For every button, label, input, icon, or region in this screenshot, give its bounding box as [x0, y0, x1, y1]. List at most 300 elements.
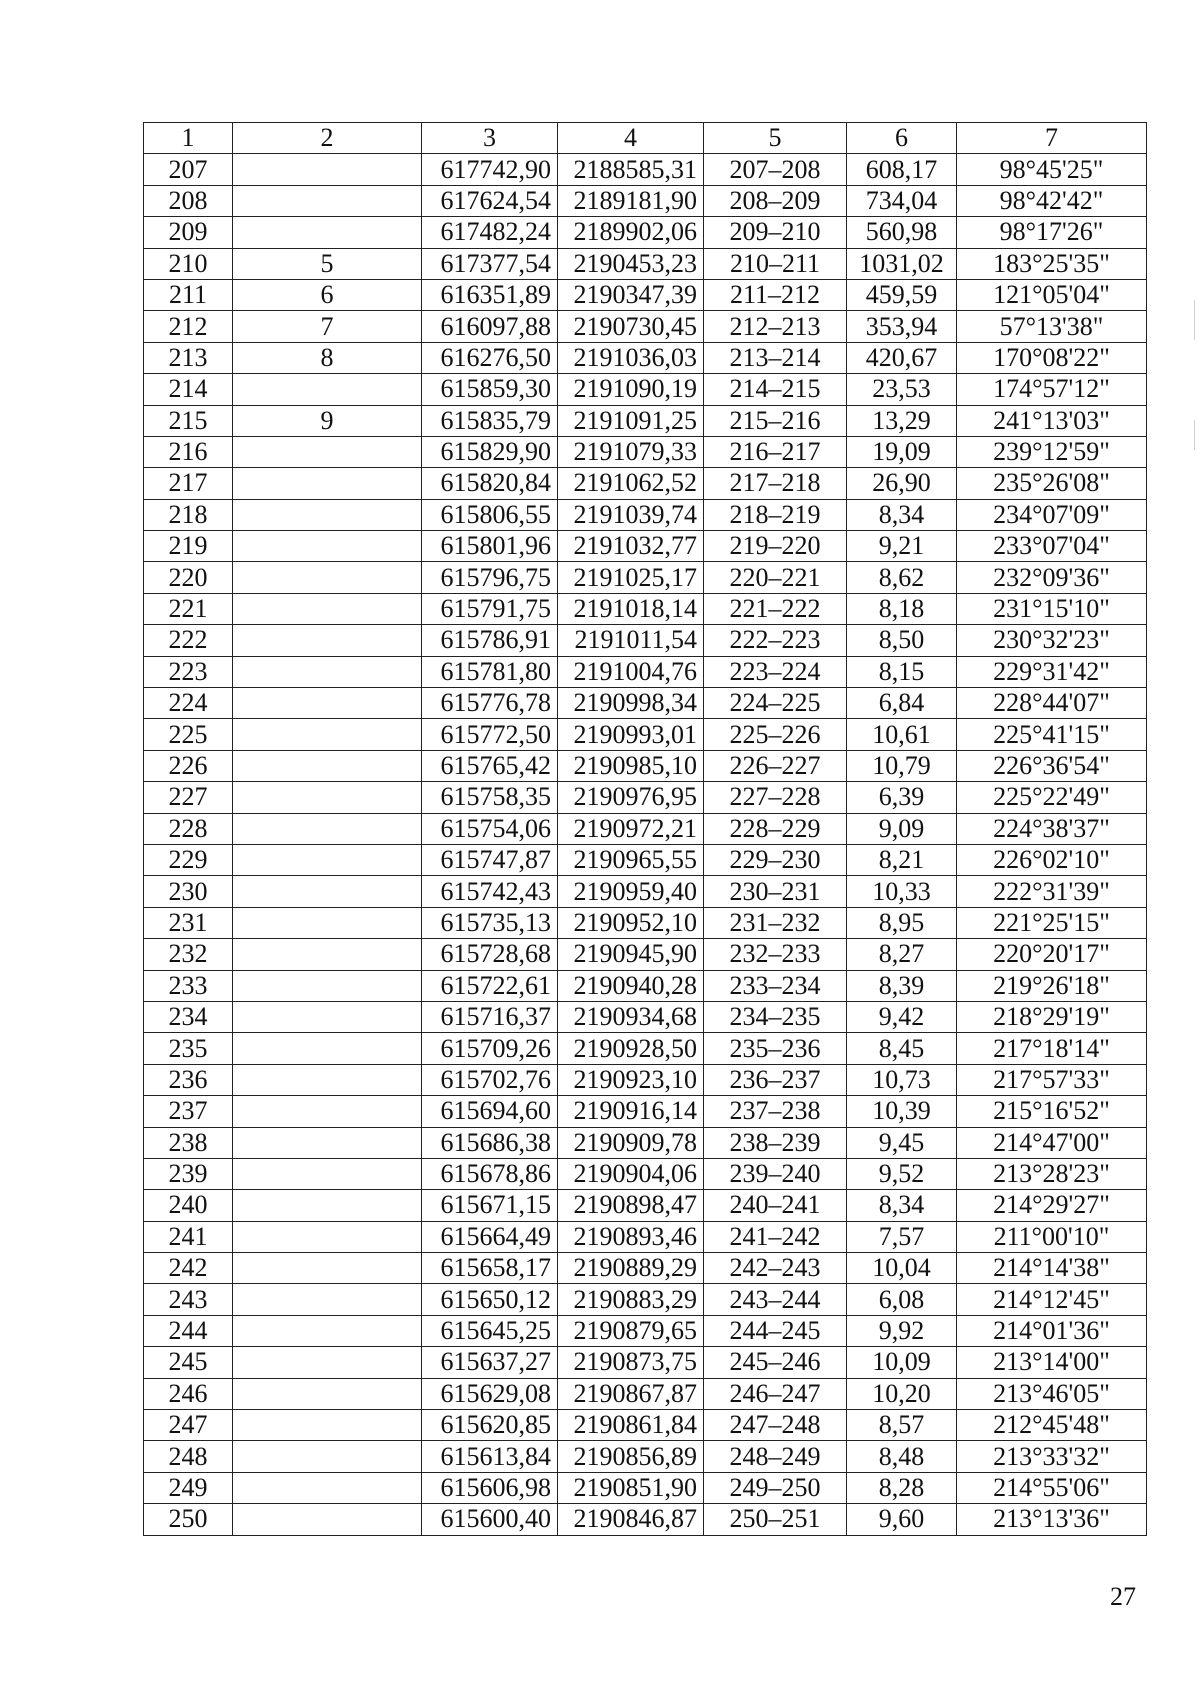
y-coordinate-cell: 2190976,95 [558, 782, 704, 813]
x-coordinate-cell: 615678,86 [422, 1158, 558, 1189]
bearing-cell: 220°20'17" [957, 939, 1147, 970]
y-coordinate-cell: 2191011,54 [558, 625, 704, 656]
y-coordinate-cell: 2190846,87 [558, 1504, 704, 1535]
segment-cell: 230–231 [704, 876, 847, 907]
segment-cell: 236–237 [704, 1064, 847, 1095]
bearing-cell: 241°13'03" [957, 405, 1147, 436]
table-row [144, 1441, 1147, 1472]
x-coordinate-cell: 615747,87 [422, 844, 558, 875]
x-coordinate-cell: 615754,06 [422, 813, 558, 844]
table-row [144, 876, 1147, 907]
table-row [144, 813, 1147, 844]
mark-number-cell [233, 1253, 422, 1284]
x-coordinate-cell: 616097,88 [422, 311, 558, 342]
header-cell-7: 7 [957, 123, 1147, 154]
x-coordinate-cell: 615820,84 [422, 468, 558, 499]
segment-cell: 215–216 [704, 405, 847, 436]
mark-number-cell [233, 374, 422, 405]
mark-number-cell [233, 970, 422, 1001]
point-number-cell: 237 [144, 1096, 233, 1127]
bearing-cell: 224°38'37" [957, 813, 1147, 844]
y-coordinate-cell: 2190928,50 [558, 1033, 704, 1064]
length-cell: 1031,02 [847, 248, 957, 279]
bearing-cell: 215°16'52" [957, 1096, 1147, 1127]
bearing-cell: 231°15'10" [957, 593, 1147, 624]
y-coordinate-cell: 2188585,31 [558, 154, 704, 185]
length-cell: 8,28 [847, 1472, 957, 1503]
y-coordinate-cell: 2190965,55 [558, 844, 704, 875]
length-cell: 8,45 [847, 1033, 957, 1064]
table-row [144, 1190, 1147, 1221]
segment-cell: 248–249 [704, 1441, 847, 1472]
y-coordinate-cell: 2190909,78 [558, 1127, 704, 1158]
point-number-cell: 208 [144, 185, 233, 216]
length-cell: 560,98 [847, 217, 957, 248]
segment-cell: 220–221 [704, 562, 847, 593]
point-number-cell: 218 [144, 499, 233, 530]
x-coordinate-cell: 615716,37 [422, 1001, 558, 1032]
mark-number-cell [233, 1190, 422, 1221]
header-cell-6: 6 [847, 123, 957, 154]
segment-cell: 226–227 [704, 750, 847, 781]
bearing-cell: 232°09'36" [957, 562, 1147, 593]
point-number-cell: 232 [144, 939, 233, 970]
point-number-cell: 210 [144, 248, 233, 279]
point-number-cell: 214 [144, 374, 233, 405]
bearing-cell: 219°26'18" [957, 970, 1147, 1001]
x-coordinate-cell: 615694,60 [422, 1096, 558, 1127]
length-cell: 9,92 [847, 1315, 957, 1346]
bearing-cell: 212°45'48" [957, 1410, 1147, 1441]
bearing-cell: 214°47'00" [957, 1127, 1147, 1158]
length-cell: 10,33 [847, 876, 957, 907]
length-cell: 734,04 [847, 185, 957, 216]
segment-cell: 211–212 [704, 279, 847, 310]
table-row [144, 593, 1147, 624]
table-row [144, 185, 1147, 216]
table-row [144, 844, 1147, 875]
x-coordinate-cell: 615658,17 [422, 1253, 558, 1284]
segment-cell: 241–242 [704, 1221, 847, 1252]
length-cell: 9,09 [847, 813, 957, 844]
header-cell-2: 2 [233, 123, 422, 154]
x-coordinate-cell: 615600,40 [422, 1504, 558, 1535]
length-cell: 9,60 [847, 1504, 957, 1535]
y-coordinate-cell: 2189181,90 [558, 185, 704, 216]
coordinates-table [143, 122, 1147, 1536]
segment-cell: 232–233 [704, 939, 847, 970]
mark-number-cell [233, 154, 422, 185]
table-row [144, 970, 1147, 1001]
table-row [144, 217, 1147, 248]
length-cell: 10,09 [847, 1347, 957, 1378]
point-number-cell: 225 [144, 719, 233, 750]
x-coordinate-cell: 615671,15 [422, 1190, 558, 1221]
y-coordinate-cell: 2190453,23 [558, 248, 704, 279]
x-coordinate-cell: 615629,08 [422, 1378, 558, 1409]
x-coordinate-cell: 615702,76 [422, 1064, 558, 1095]
mark-number-cell [233, 1033, 422, 1064]
segment-cell: 225–226 [704, 719, 847, 750]
header-cell-3: 3 [422, 123, 558, 154]
table-row [144, 1221, 1147, 1252]
length-cell: 10,61 [847, 719, 957, 750]
segment-cell: 219–220 [704, 531, 847, 562]
point-number-cell: 212 [144, 311, 233, 342]
y-coordinate-cell: 2191018,14 [558, 593, 704, 624]
x-coordinate-cell: 617742,90 [422, 154, 558, 185]
mark-number-cell [233, 593, 422, 624]
x-coordinate-cell: 615722,61 [422, 970, 558, 1001]
table-row [144, 1064, 1147, 1095]
x-coordinate-cell: 617482,24 [422, 217, 558, 248]
bearing-cell: 57°13'38" [957, 311, 1147, 342]
mark-number-cell [233, 1504, 422, 1535]
point-number-cell: 224 [144, 688, 233, 719]
length-cell: 10,20 [847, 1378, 957, 1409]
point-number-cell: 227 [144, 782, 233, 813]
y-coordinate-cell: 2190898,47 [558, 1190, 704, 1221]
table-row [144, 750, 1147, 781]
bearing-cell: 214°55'06" [957, 1472, 1147, 1503]
mark-number-cell [233, 1158, 422, 1189]
point-number-cell: 226 [144, 750, 233, 781]
y-coordinate-cell: 2190985,10 [558, 750, 704, 781]
y-coordinate-cell: 2191090,19 [558, 374, 704, 405]
y-coordinate-cell: 2191036,03 [558, 342, 704, 373]
mark-number-cell [233, 844, 422, 875]
length-cell: 10,73 [847, 1064, 957, 1095]
point-number-cell: 250 [144, 1504, 233, 1535]
mark-number-cell [233, 562, 422, 593]
point-number-cell: 220 [144, 562, 233, 593]
point-number-cell: 242 [144, 1253, 233, 1284]
mark-number-cell [233, 907, 422, 938]
bearing-cell: 213°14'00" [957, 1347, 1147, 1378]
point-number-cell: 236 [144, 1064, 233, 1095]
bearing-cell: 222°31'39" [957, 876, 1147, 907]
x-coordinate-cell: 615796,75 [422, 562, 558, 593]
point-number-cell: 238 [144, 1127, 233, 1158]
length-cell: 8,57 [847, 1410, 957, 1441]
header-cell-5: 5 [704, 123, 847, 154]
bearing-cell: 234°07'09" [957, 499, 1147, 530]
length-cell: 8,21 [847, 844, 957, 875]
point-number-cell: 215 [144, 405, 233, 436]
bearing-cell: 213°33'32" [957, 1441, 1147, 1472]
table-row [144, 688, 1147, 719]
table-row [144, 1284, 1147, 1315]
bearing-cell: 214°12'45" [957, 1284, 1147, 1315]
point-number-cell: 240 [144, 1190, 233, 1221]
y-coordinate-cell: 2190934,68 [558, 1001, 704, 1032]
bearing-cell: 213°13'36" [957, 1504, 1147, 1535]
segment-cell: 213–214 [704, 342, 847, 373]
bearing-cell: 225°41'15" [957, 719, 1147, 750]
y-coordinate-cell: 2191025,17 [558, 562, 704, 593]
x-coordinate-cell: 616276,50 [422, 342, 558, 373]
length-cell: 6,84 [847, 688, 957, 719]
mark-number-cell [233, 1221, 422, 1252]
segment-cell: 217–218 [704, 468, 847, 499]
point-number-cell: 221 [144, 593, 233, 624]
bearing-cell: 98°42'42" [957, 185, 1147, 216]
table-row [144, 562, 1147, 593]
point-number-cell: 228 [144, 813, 233, 844]
length-cell: 8,95 [847, 907, 957, 938]
segment-cell: 239–240 [704, 1158, 847, 1189]
y-coordinate-cell: 2191039,74 [558, 499, 704, 530]
y-coordinate-cell: 2190347,39 [558, 279, 704, 310]
segment-cell: 210–211 [704, 248, 847, 279]
scan-edge-mark [1194, 300, 1195, 340]
length-cell: 10,79 [847, 750, 957, 781]
length-cell: 9,45 [847, 1127, 957, 1158]
segment-cell: 212–213 [704, 311, 847, 342]
x-coordinate-cell: 615709,26 [422, 1033, 558, 1064]
bearing-cell: 214°14'38" [957, 1253, 1147, 1284]
y-coordinate-cell: 2190873,75 [558, 1347, 704, 1378]
mark-number-cell [233, 876, 422, 907]
bearing-cell: 218°29'19" [957, 1001, 1147, 1032]
segment-cell: 216–217 [704, 436, 847, 467]
length-cell: 353,94 [847, 311, 957, 342]
y-coordinate-cell: 2190945,90 [558, 939, 704, 970]
x-coordinate-cell: 615620,85 [422, 1410, 558, 1441]
x-coordinate-cell: 615776,78 [422, 688, 558, 719]
point-number-cell: 223 [144, 656, 233, 687]
point-number-cell: 222 [144, 625, 233, 656]
length-cell: 420,67 [847, 342, 957, 373]
length-cell: 8,48 [847, 1441, 957, 1472]
table-row [144, 311, 1147, 342]
x-coordinate-cell: 615606,98 [422, 1472, 558, 1503]
x-coordinate-cell: 615791,75 [422, 593, 558, 624]
mark-number-cell [233, 1127, 422, 1158]
x-coordinate-cell: 615650,12 [422, 1284, 558, 1315]
table-row [144, 625, 1147, 656]
point-number-cell: 213 [144, 342, 233, 373]
length-cell: 8,15 [847, 656, 957, 687]
y-coordinate-cell: 2191091,25 [558, 405, 704, 436]
length-cell: 8,50 [847, 625, 957, 656]
segment-cell: 250–251 [704, 1504, 847, 1535]
x-coordinate-cell: 615806,55 [422, 499, 558, 530]
y-coordinate-cell: 2190916,14 [558, 1096, 704, 1127]
table-row [144, 1504, 1147, 1535]
length-cell: 8,34 [847, 1190, 957, 1221]
table-row [144, 907, 1147, 938]
bearing-cell: 217°57'33" [957, 1064, 1147, 1095]
point-number-cell: 216 [144, 436, 233, 467]
bearing-cell: 213°28'23" [957, 1158, 1147, 1189]
point-number-cell: 231 [144, 907, 233, 938]
table-row [144, 1158, 1147, 1189]
mark-number-cell [233, 1441, 422, 1472]
length-cell: 6,08 [847, 1284, 957, 1315]
table-row [144, 1472, 1147, 1503]
mark-number-cell [233, 499, 422, 530]
table-row [144, 374, 1147, 405]
length-cell: 8,62 [847, 562, 957, 593]
header-cell-4: 4 [558, 123, 704, 154]
table-row [144, 1347, 1147, 1378]
bearing-cell: 213°46'05" [957, 1378, 1147, 1409]
length-cell: 13,29 [847, 405, 957, 436]
length-cell: 9,21 [847, 531, 957, 562]
table-row [144, 436, 1147, 467]
x-coordinate-cell: 615742,43 [422, 876, 558, 907]
y-coordinate-cell: 2191004,76 [558, 656, 704, 687]
segment-cell: 228–229 [704, 813, 847, 844]
mark-number-cell [233, 185, 422, 216]
x-coordinate-cell: 617377,54 [422, 248, 558, 279]
y-coordinate-cell: 2190856,89 [558, 1441, 704, 1472]
table-body [144, 154, 1147, 1535]
table-row [144, 154, 1147, 185]
mark-number-cell [233, 531, 422, 562]
mark-number-cell [233, 782, 422, 813]
length-cell: 23,53 [847, 374, 957, 405]
x-coordinate-cell: 615772,50 [422, 719, 558, 750]
y-coordinate-cell: 2190851,90 [558, 1472, 704, 1503]
y-coordinate-cell: 2189902,06 [558, 217, 704, 248]
bearing-cell: 214°01'36" [957, 1315, 1147, 1346]
table-row [144, 1127, 1147, 1158]
point-number-cell: 241 [144, 1221, 233, 1252]
mark-number-cell [233, 656, 422, 687]
length-cell: 19,09 [847, 436, 957, 467]
bearing-cell: 228°44'07" [957, 688, 1147, 719]
scan-edge-mark [1194, 420, 1195, 450]
mark-number-cell [233, 468, 422, 499]
header-cell-1: 1 [144, 123, 233, 154]
bearing-cell: 226°36'54" [957, 750, 1147, 781]
mark-number-cell [233, 1064, 422, 1095]
point-number-cell: 245 [144, 1347, 233, 1378]
y-coordinate-cell: 2190730,45 [558, 311, 704, 342]
segment-cell: 218–219 [704, 499, 847, 530]
segment-cell: 245–246 [704, 1347, 847, 1378]
point-number-cell: 235 [144, 1033, 233, 1064]
y-coordinate-cell: 2190893,46 [558, 1221, 704, 1252]
mark-number-cell [233, 688, 422, 719]
x-coordinate-cell: 615758,35 [422, 782, 558, 813]
point-number-cell: 219 [144, 531, 233, 562]
point-number-cell: 244 [144, 1315, 233, 1346]
mark-number-cell: 7 [233, 311, 422, 342]
x-coordinate-cell: 615613,84 [422, 1441, 558, 1472]
segment-cell: 237–238 [704, 1096, 847, 1127]
page-number: 27 [1110, 1582, 1136, 1611]
table-row [144, 1410, 1147, 1441]
bearing-cell: 217°18'14" [957, 1033, 1147, 1064]
length-cell: 10,39 [847, 1096, 957, 1127]
y-coordinate-cell: 2191062,52 [558, 468, 704, 499]
bearing-cell: 98°45'25" [957, 154, 1147, 185]
y-coordinate-cell: 2190923,10 [558, 1064, 704, 1095]
x-coordinate-cell: 615735,13 [422, 907, 558, 938]
x-coordinate-cell: 615637,27 [422, 1347, 558, 1378]
table-row [144, 468, 1147, 499]
y-coordinate-cell: 2190861,84 [558, 1410, 704, 1441]
table-row [144, 405, 1147, 436]
bearing-cell: 170°08'22" [957, 342, 1147, 373]
x-coordinate-cell: 615829,90 [422, 436, 558, 467]
y-coordinate-cell: 2191032,77 [558, 531, 704, 562]
point-number-cell: 211 [144, 279, 233, 310]
table-row [144, 939, 1147, 970]
segment-cell: 247–248 [704, 1410, 847, 1441]
y-coordinate-cell: 2190867,87 [558, 1378, 704, 1409]
y-coordinate-cell: 2190904,06 [558, 1158, 704, 1189]
mark-number-cell [233, 1347, 422, 1378]
y-coordinate-cell: 2190883,29 [558, 1284, 704, 1315]
segment-cell: 246–247 [704, 1378, 847, 1409]
bearing-cell: 98°17'26" [957, 217, 1147, 248]
point-number-cell: 217 [144, 468, 233, 499]
x-coordinate-cell: 615781,80 [422, 656, 558, 687]
point-number-cell: 243 [144, 1284, 233, 1315]
point-number-cell: 234 [144, 1001, 233, 1032]
bearing-cell: 239°12'59" [957, 436, 1147, 467]
segment-cell: 234–235 [704, 1001, 847, 1032]
header-row [144, 123, 1147, 154]
y-coordinate-cell: 2190879,65 [558, 1315, 704, 1346]
segment-cell: 244–245 [704, 1315, 847, 1346]
y-coordinate-cell: 2191079,33 [558, 436, 704, 467]
length-cell: 8,18 [847, 593, 957, 624]
bearing-cell: 183°25'35" [957, 248, 1147, 279]
bearing-cell: 235°26'08" [957, 468, 1147, 499]
mark-number-cell: 9 [233, 405, 422, 436]
mark-number-cell [233, 1472, 422, 1503]
bearing-cell: 233°07'04" [957, 531, 1147, 562]
mark-number-cell [233, 217, 422, 248]
x-coordinate-cell: 615786,91 [422, 625, 558, 656]
table-row [144, 1001, 1147, 1032]
mark-number-cell [233, 1378, 422, 1409]
segment-cell: 209–210 [704, 217, 847, 248]
segment-cell: 242–243 [704, 1253, 847, 1284]
x-coordinate-cell: 615801,96 [422, 531, 558, 562]
mark-number-cell [233, 813, 422, 844]
x-coordinate-cell: 617624,54 [422, 185, 558, 216]
y-coordinate-cell: 2190952,10 [558, 907, 704, 938]
mark-number-cell [233, 750, 422, 781]
mark-number-cell [233, 625, 422, 656]
length-cell: 26,90 [847, 468, 957, 499]
point-number-cell: 249 [144, 1472, 233, 1503]
x-coordinate-cell: 615728,68 [422, 939, 558, 970]
point-number-cell: 207 [144, 154, 233, 185]
bearing-cell: 221°25'15" [957, 907, 1147, 938]
point-number-cell: 239 [144, 1158, 233, 1189]
mark-number-cell: 6 [233, 279, 422, 310]
segment-cell: 207–208 [704, 154, 847, 185]
length-cell: 8,34 [847, 499, 957, 530]
segment-cell: 222–223 [704, 625, 847, 656]
bearing-cell: 214°29'27" [957, 1190, 1147, 1221]
segment-cell: 243–244 [704, 1284, 847, 1315]
x-coordinate-cell: 615859,30 [422, 374, 558, 405]
segment-cell: 231–232 [704, 907, 847, 938]
length-cell: 459,59 [847, 279, 957, 310]
point-number-cell: 233 [144, 970, 233, 1001]
segment-cell: 238–239 [704, 1127, 847, 1158]
mark-number-cell [233, 939, 422, 970]
length-cell: 9,42 [847, 1001, 957, 1032]
